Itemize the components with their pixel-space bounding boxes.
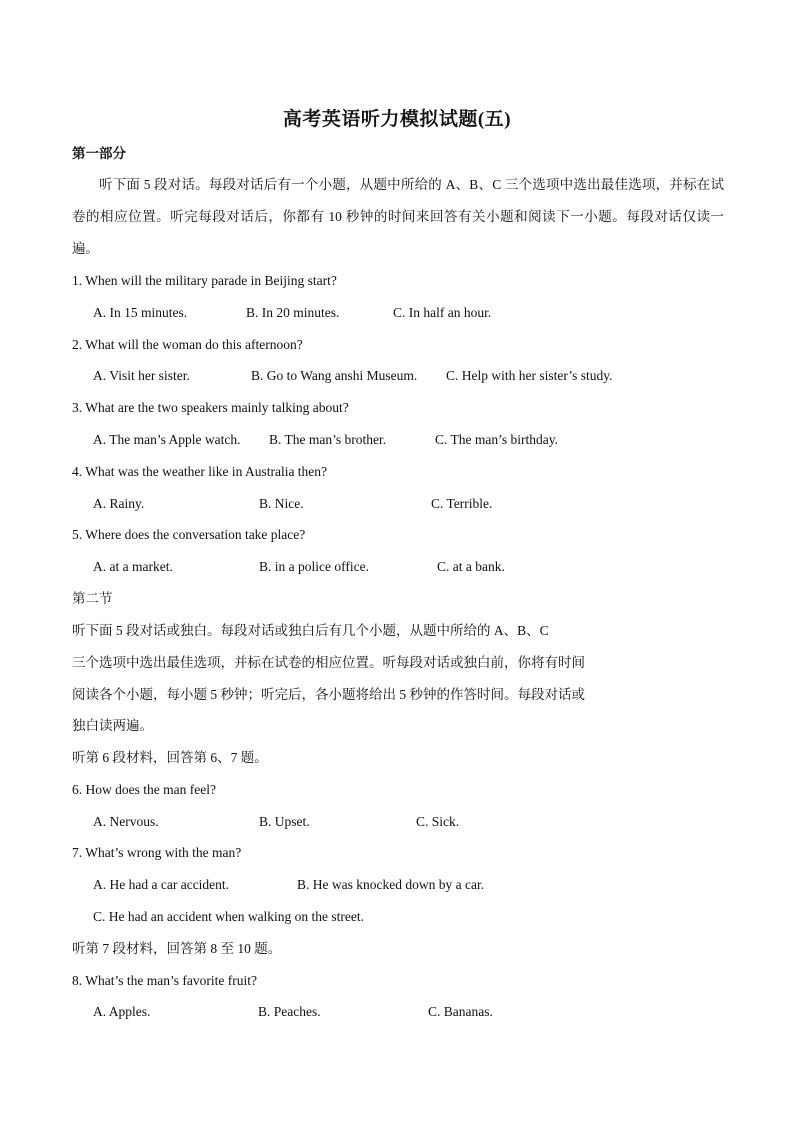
question-6-option-b: B. Upset. — [259, 814, 310, 829]
question-5-option-c: C. at a bank. — [437, 559, 505, 574]
question-7-option-b: B. He was knocked down by a car. — [297, 877, 485, 892]
section2-instructions-line-3: 阅读各个小题，每小题 5 秒钟；听完后，各小题将给出 5 秒钟的作答时间。每段对话或 — [72, 687, 585, 702]
question-3-option-a: A. The man’s Apple watch. — [93, 432, 241, 447]
question-5-option-b: B. in a police office. — [259, 559, 369, 574]
question-8-option-c: C. Bananas. — [428, 1004, 493, 1019]
page-title: 高考英语听力模拟试题(五) — [282, 109, 512, 130]
question-6-stem: 6. How does the man feel? — [72, 782, 216, 797]
question-7-stem: 7. What’s wrong with the man? — [72, 845, 242, 860]
question-4-option-b: B. Nice. — [259, 496, 304, 511]
question-6-option-a: A. Nervous. — [93, 814, 159, 829]
question-1-option-b: B. In 20 minutes. — [246, 305, 340, 320]
question-2-option-a: A. Visit her sister. — [93, 368, 190, 383]
question-2-option-b: B. Go to Wang anshi Museum. — [251, 368, 418, 383]
question-2-option-c: C. Help with her sister’s study. — [446, 368, 613, 383]
question-4-option-c: C. Terrible. — [431, 496, 493, 511]
material-7-heading: 听第 7 段材料，回答第 8 至 10 题。 — [72, 941, 282, 956]
material-6-heading: 听第 6 段材料，回答第 6、7 题。 — [72, 750, 268, 765]
question-3-option-c: C. The man’s birthday. — [435, 432, 558, 447]
question-6-option-c: C. Sick. — [416, 814, 460, 829]
question-1-stem: 1. When will the military parade in Beijing start? — [72, 273, 337, 288]
question-8-option-b: B. Peaches. — [258, 1004, 321, 1019]
question-3-option-b: B. The man’s brother. — [269, 432, 387, 447]
section2-instructions-line-2: 三个选项中选出最佳选项，并标在试卷的相应位置。听每段对话或独白前，你将有时间 — [72, 655, 585, 670]
question-7-option-a: A. He had a car accident. — [93, 877, 230, 892]
question-4-stem: 4. What was the weather like in Australia then? — [72, 464, 328, 479]
question-8-option-a: A. Apples. — [93, 1004, 151, 1019]
question-7-option-c: C. He had an accident when walking on the street. — [93, 909, 365, 924]
question-1-option-a: A. In 15 minutes. — [93, 305, 188, 320]
section2-heading: 第二节 — [72, 591, 113, 606]
part1-instructions: 听下面 5 段对话。每段对话后有一个小题，从题中所给的 A、B、C 三个选项中选出最佳选项，并标在试卷的相应位置。听完每段对话后，你都有 10 秒钟的时间来回答有关小题和阅读下一小题。每段对话仅读一遍。 — [72, 177, 724, 256]
section2-instructions-line-1: 听下面 5 段对话或独白。每段对话或独白后有几个小题，从题中所给的 A、B、C — [72, 623, 549, 638]
question-5-option-a: A. at a market. — [93, 559, 173, 574]
section2-instructions-line-4: 独白读两遍。 — [72, 718, 153, 733]
question-2-stem: 2. What will the woman do this afternoon? — [72, 337, 303, 352]
question-8-stem: 8. What’s the man’s favorite fruit? — [72, 973, 257, 988]
question-3-stem: 3. What are the two speakers mainly talking about? — [72, 400, 349, 415]
question-4-option-a: A. Rainy. — [93, 496, 145, 511]
part1-heading: 第一部分 — [72, 146, 126, 161]
question-5-stem: 5. Where does the conversation take place? — [72, 527, 306, 542]
question-1-option-c: C. In half an hour. — [393, 305, 492, 320]
